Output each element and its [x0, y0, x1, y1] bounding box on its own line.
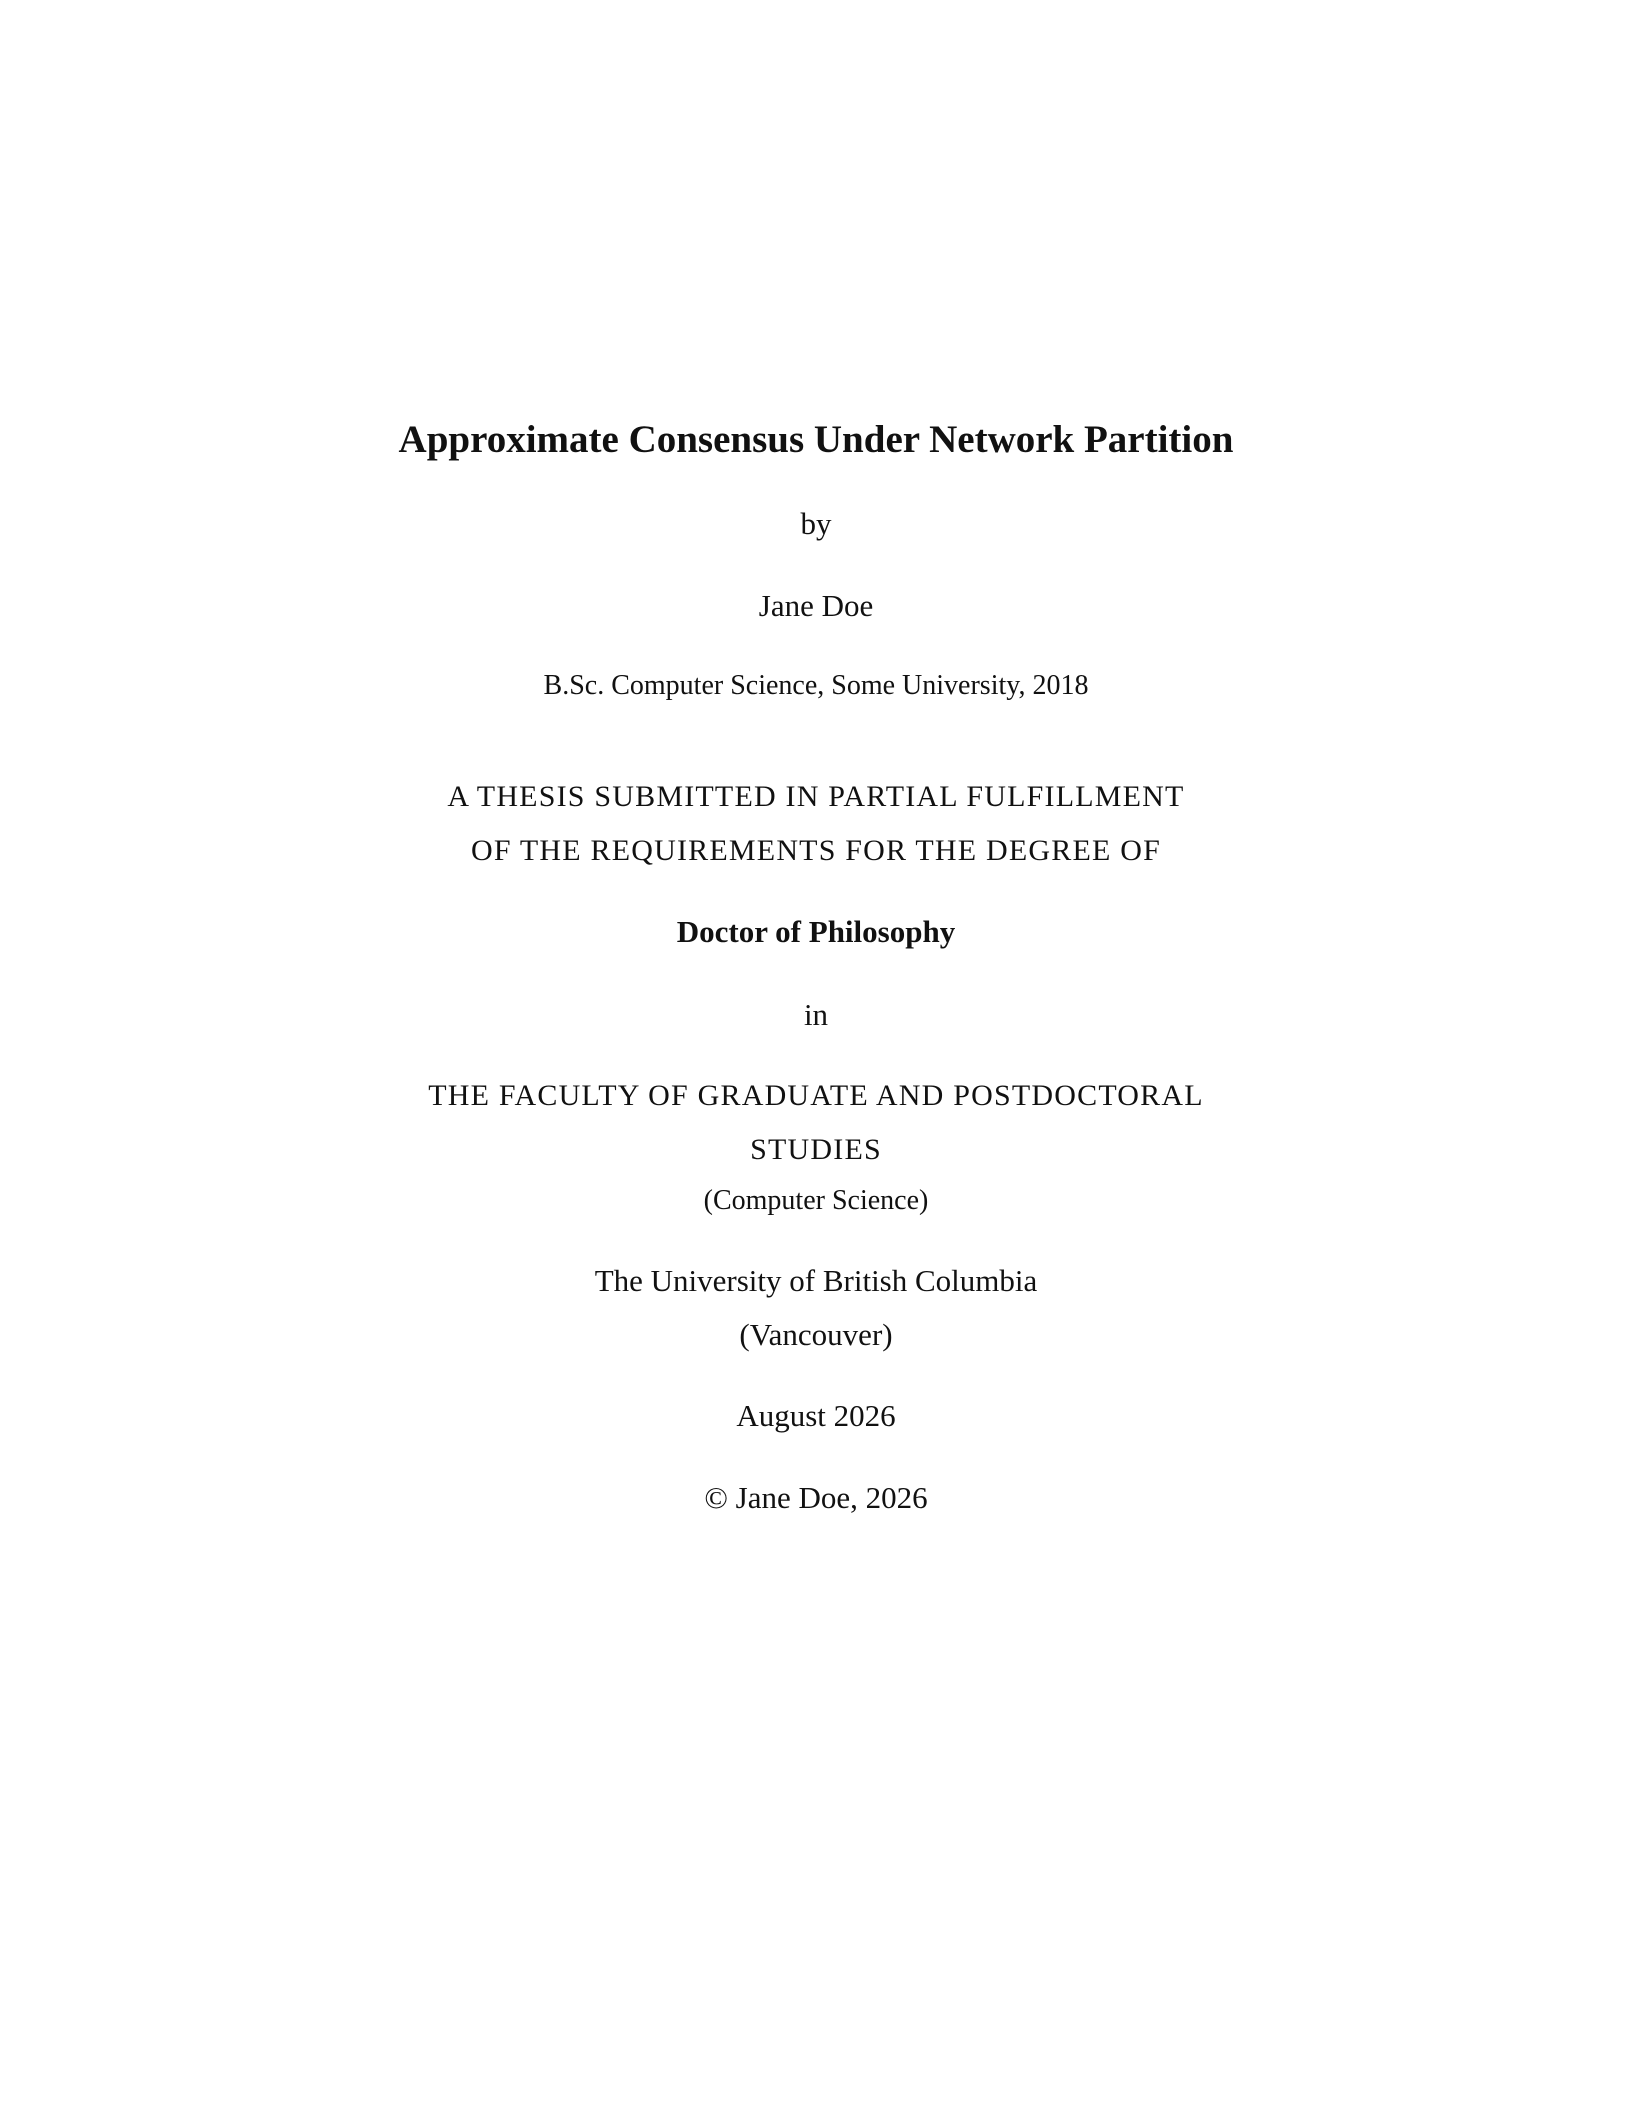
prior-degree: B.Sc. Computer Science, Some University, 2018 — [543, 670, 1089, 701]
author-name: Jane Doe — [758, 588, 874, 623]
university-name: The University of British Columbia — [594, 1263, 1038, 1298]
submission-statement-line-2: OF THE REQUIREMENTS FOR THE DEGREE OF — [471, 834, 1161, 867]
campus-name: (Vancouver) — [739, 1317, 893, 1352]
in-label: in — [803, 997, 829, 1032]
copyright-notice: © Jane Doe, 2026 — [704, 1480, 928, 1515]
faculty-line-1: THE FACULTY OF GRADUATE AND POSTDOCTORAL — [428, 1079, 1204, 1112]
thesis-title: Approximate Consensus Under Network Partition — [398, 418, 1234, 461]
submission-statement-line-1: A THESIS SUBMITTED IN PARTIAL FULFILLMENT — [447, 780, 1185, 813]
degree-name: Doctor of Philosophy — [676, 914, 956, 949]
by-line: by — [800, 506, 832, 541]
faculty-line-2: STUDIES — [750, 1133, 882, 1166]
submission-date: August 2026 — [736, 1398, 896, 1433]
program-name: (Computer Science) — [703, 1185, 929, 1216]
